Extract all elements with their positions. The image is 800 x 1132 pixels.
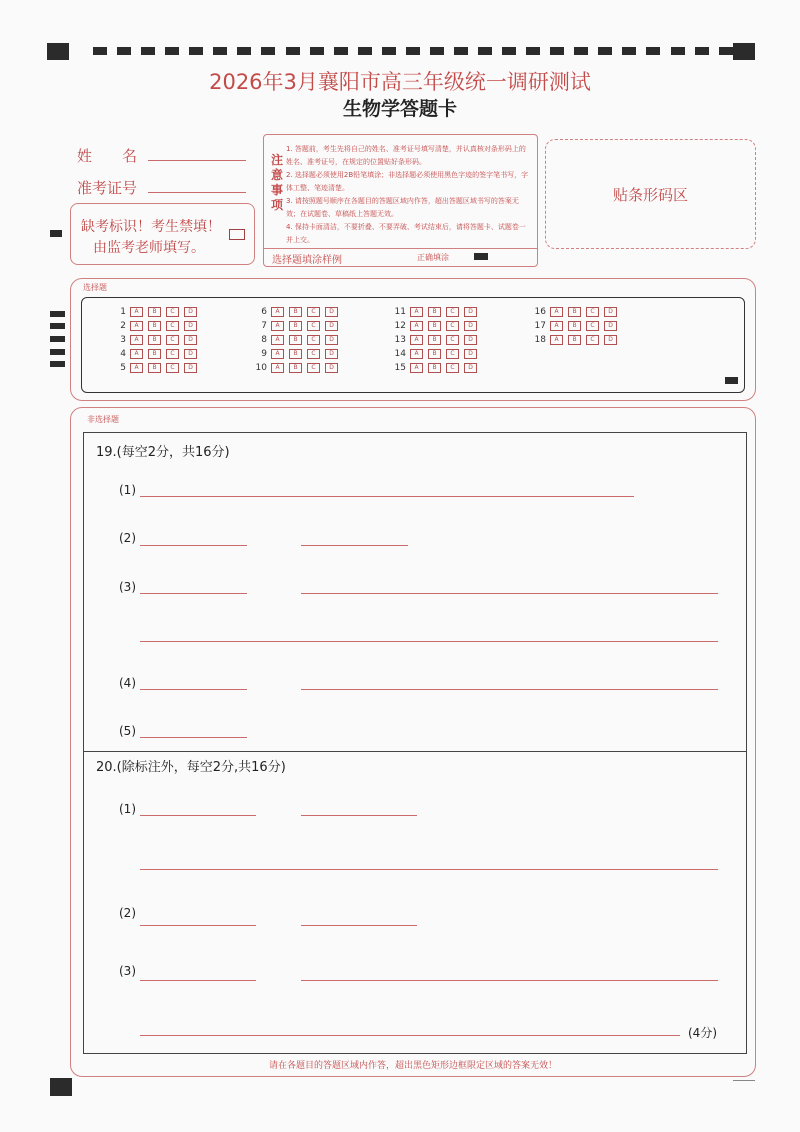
corner-mark-top-right <box>733 43 755 60</box>
choice-question-9 <box>251 349 343 359</box>
q20-part-2-answer-a[interactable] <box>140 925 256 926</box>
q19-part-1-label: (1) <box>119 483 136 497</box>
choice-bubble-a[interactable]: A <box>130 321 143 331</box>
q19-part-4-answer-b[interactable] <box>301 689 718 690</box>
choice-question-number: 7 <box>261 321 267 331</box>
choice-question-number: 6 <box>261 307 267 317</box>
q19-part-1-answer[interactable] <box>140 496 634 497</box>
timing-mark <box>671 47 685 55</box>
choice-question-number: 12 <box>394 321 406 331</box>
choice-question-12 <box>390 321 482 331</box>
choice-question-1 <box>110 307 202 317</box>
choice-question-number: 14 <box>394 349 406 359</box>
card-subtitle: 生物学答题卡 <box>342 98 457 120</box>
q20-extra-points: (4分) <box>688 1026 717 1040</box>
choice-question-15 <box>390 363 482 373</box>
choice-bubble-c[interactable]: C <box>166 335 179 345</box>
choice-bubble-b[interactable]: B <box>568 321 581 331</box>
nonchoice-section <box>70 407 756 1077</box>
timing-mark <box>358 47 372 55</box>
q19-part-3-answer-b[interactable] <box>301 593 718 594</box>
choice-section <box>70 278 756 401</box>
name-field[interactable] <box>148 160 246 161</box>
choice-bubble-b[interactable]: B <box>148 321 161 331</box>
q20-part-1-answer-b[interactable] <box>301 815 417 816</box>
timing-mark <box>454 47 468 55</box>
choice-bubble-b[interactable]: B <box>289 335 302 345</box>
choice-bubble-a[interactable]: A <box>271 321 284 331</box>
choice-bubble-a[interactable]: A <box>410 321 423 331</box>
notice-item-3: 3. 请按照题号顺序在各题目的答题区域内作答，超出答题区域书写的答案无效；在试题卷、草稿纸上答题无效。 <box>286 197 519 218</box>
choice-bubble-a[interactable]: A <box>271 335 284 345</box>
choice-bubble-b[interactable]: B <box>148 335 161 345</box>
q20-part-1-answer-a[interactable] <box>140 815 256 816</box>
choice-bubble-c[interactable]: C <box>586 307 599 317</box>
choice-question-number: 4 <box>120 349 126 359</box>
choice-bubble-c[interactable]: C <box>307 363 320 373</box>
notice-heading: 注意事项 <box>271 153 284 212</box>
choice-bubble-b[interactable]: B <box>289 307 302 317</box>
choice-bubble-c[interactable]: C <box>166 363 179 373</box>
example-label: 选择题填涂样例 <box>272 255 342 266</box>
timing-mark <box>310 47 324 55</box>
absent-mark-box <box>70 203 255 265</box>
nonchoice-footer: 请在各题目的答题区域内作答，超出黑色矩形边框限定区域的答案无效！ <box>268 1061 557 1071</box>
choice-bubble-a[interactable]: A <box>550 335 563 345</box>
timing-marks-top <box>93 47 733 56</box>
choice-bubble-a[interactable]: A <box>410 349 423 359</box>
notice-box <box>263 134 538 267</box>
timing-mark <box>117 47 131 55</box>
timing-mark <box>237 47 251 55</box>
choice-bubble-d[interactable]: D <box>464 349 477 359</box>
q19-part-2-answer-a[interactable] <box>140 545 247 546</box>
timing-mark <box>286 47 300 55</box>
side-mark-left <box>50 230 62 237</box>
choice-corner-mark <box>725 377 738 384</box>
timing-mark <box>526 47 540 55</box>
nonchoice-answer-frame <box>83 432 747 1054</box>
q20-part-3-label: (3) <box>119 964 136 978</box>
choice-bubble-a[interactable]: A <box>550 307 563 317</box>
choice-bubble-a[interactable]: A <box>271 307 284 317</box>
timing-mark <box>165 47 179 55</box>
choice-bubble-b[interactable]: B <box>289 321 302 331</box>
choice-bubble-d[interactable]: D <box>464 307 477 317</box>
choice-bubble-d[interactable]: D <box>604 321 617 331</box>
choice-bubble-c[interactable]: C <box>307 335 320 345</box>
q19-part-3-answer-c[interactable] <box>140 641 718 642</box>
choice-question-13 <box>390 335 482 345</box>
choice-question-number: 18 <box>534 335 546 345</box>
choice-question-17 <box>530 321 622 331</box>
timing-mark <box>574 47 588 55</box>
timing-mark <box>93 47 107 55</box>
q19-part-3-label: (3) <box>119 580 136 594</box>
barcode-area <box>545 139 756 249</box>
absent-checkbox[interactable] <box>229 229 245 240</box>
choice-question-8 <box>251 335 343 345</box>
choice-bubble-b[interactable]: B <box>428 307 441 317</box>
choice-bubble-c[interactable]: C <box>446 335 459 345</box>
choice-bubble-a[interactable]: A <box>550 321 563 331</box>
timing-mark <box>622 47 636 55</box>
timing-mark <box>141 47 155 55</box>
choice-bubble-a[interactable]: A <box>271 363 284 373</box>
choice-question-number: 8 <box>261 335 267 345</box>
choice-question-number: 17 <box>534 321 546 331</box>
name-label: 姓 名 <box>77 147 138 165</box>
corner-mark-bottom-left <box>50 1078 72 1096</box>
exam-title: 2026年3月襄阳市高三年级统一调研测试 <box>209 70 591 94</box>
choice-bubble-b[interactable]: B <box>428 321 441 331</box>
q20-heading: 20.(除标注外，每空2分,共16分) <box>96 760 286 775</box>
q20-part-3-answer-a[interactable] <box>140 980 256 981</box>
choice-bubble-b[interactable]: B <box>289 349 302 359</box>
choice-bubble-d[interactable]: D <box>604 307 617 317</box>
choice-bubble-b[interactable]: B <box>428 349 441 359</box>
exam-id-field[interactable] <box>148 192 246 193</box>
choice-bubble-c[interactable]: C <box>446 321 459 331</box>
choice-bubble-b[interactable]: B <box>568 307 581 317</box>
choice-question-10 <box>251 363 343 373</box>
choice-bubble-c[interactable]: C <box>166 321 179 331</box>
notice-item-2: 2. 选择题必须使用2B铅笔填涂；非选择题必须使用黑色字迹的签字笔书写，字体工整、笔迹清楚。 <box>286 171 529 192</box>
choice-question-number: 13 <box>394 335 406 345</box>
choice-bubble-a[interactable]: A <box>130 363 143 373</box>
choice-question-number: 15 <box>394 363 406 373</box>
choice-bubble-c[interactable]: C <box>166 349 179 359</box>
choice-bubble-d[interactable]: D <box>325 335 338 345</box>
choice-question-number: 2 <box>120 321 126 331</box>
choice-bubble-d[interactable]: D <box>604 335 617 345</box>
q19-part-5-answer[interactable] <box>140 737 247 738</box>
choice-bubble-d[interactable]: D <box>325 349 338 359</box>
choice-bubble-b[interactable]: B <box>289 363 302 373</box>
choice-bubble-d[interactable]: D <box>184 349 197 359</box>
choice-bubble-c[interactable]: C <box>307 307 320 317</box>
choice-question-number: 11 <box>394 307 406 317</box>
choice-bubble-b[interactable]: B <box>428 363 441 373</box>
choice-bubble-b[interactable]: B <box>568 335 581 345</box>
q19-part-4-label: (4) <box>119 676 136 690</box>
notice-items <box>286 143 531 247</box>
choice-question-3 <box>110 335 202 345</box>
choice-bubble-d[interactable]: D <box>184 321 197 331</box>
choice-bubble-a[interactable]: A <box>271 349 284 359</box>
q20-part-2-label: (2) <box>119 906 136 920</box>
choice-question-5 <box>110 363 202 373</box>
choice-bubble-d[interactable]: D <box>464 363 477 373</box>
choice-section-title: 选择题 <box>83 283 107 292</box>
choice-question-7 <box>251 321 343 331</box>
choice-question-11 <box>390 307 482 317</box>
choice-bubble-c[interactable]: C <box>586 335 599 345</box>
nonchoice-title: 非选择题 <box>87 415 119 424</box>
choice-bubble-a[interactable]: A <box>130 335 143 345</box>
choice-bubble-d[interactable]: D <box>184 363 197 373</box>
choice-question-14 <box>390 349 482 359</box>
choice-question-number: 3 <box>120 335 126 345</box>
timing-mark <box>261 47 275 55</box>
timing-mark <box>334 47 348 55</box>
choice-question-number: 5 <box>120 363 126 373</box>
choice-bubble-c[interactable]: C <box>166 307 179 317</box>
q19-part-4-answer-a[interactable] <box>140 689 247 690</box>
q20-part-1-label: (1) <box>119 802 136 816</box>
timing-mark <box>189 47 203 55</box>
q20-part-3-answer-b[interactable] <box>301 980 718 981</box>
choice-bubble-c[interactable]: C <box>307 321 320 331</box>
absent-line-2: 由监考老师填写。 <box>93 240 205 256</box>
choice-bubble-c[interactable]: C <box>307 349 320 359</box>
timing-mark <box>719 47 733 55</box>
choice-bubble-d[interactable]: D <box>325 307 338 317</box>
choice-bubble-d[interactable]: D <box>325 321 338 331</box>
choice-bubble-d[interactable]: D <box>464 335 477 345</box>
q20-part-2-answer-b[interactable] <box>301 925 417 926</box>
choice-bubble-b[interactable]: B <box>148 307 161 317</box>
choice-question-4 <box>110 349 202 359</box>
timing-mark <box>430 47 444 55</box>
correct-label: 正确填涂 <box>417 253 449 262</box>
choice-bubble-d[interactable]: D <box>325 363 338 373</box>
notice-item-1: 1. 答题前，考生先将自己的姓名、准考证号填写清楚，并认真核对条形码上的姓名、准考证号，在规定的位置贴好条形码。 <box>286 145 526 166</box>
timing-mark <box>646 47 660 55</box>
choice-bubble-b[interactable]: B <box>148 363 161 373</box>
timing-mark <box>502 47 516 55</box>
choice-bubble-c[interactable]: C <box>446 307 459 317</box>
q19-part-2-answer-b[interactable] <box>301 545 408 546</box>
timing-mark <box>213 47 227 55</box>
choice-bubble-c[interactable]: C <box>446 349 459 359</box>
choice-bubble-a[interactable]: A <box>130 307 143 317</box>
choice-question-2 <box>110 321 202 331</box>
q19-q20-divider <box>83 751 746 752</box>
choice-bubble-a[interactable]: A <box>410 335 423 345</box>
choice-question-number: 1 <box>120 307 126 317</box>
choice-bubble-a[interactable]: A <box>410 363 423 373</box>
choice-question-6 <box>251 307 343 317</box>
choice-question-number: 10 <box>255 363 267 373</box>
choice-bubble-a[interactable]: A <box>130 349 143 359</box>
timing-mark <box>406 47 420 55</box>
choice-bubble-d[interactable]: D <box>464 321 477 331</box>
choice-bubble-a[interactable]: A <box>410 307 423 317</box>
q20-part-1-answer-c[interactable] <box>140 869 718 870</box>
choice-grid <box>81 297 745 393</box>
timing-mark <box>478 47 492 55</box>
choice-bubble-b[interactable]: B <box>148 349 161 359</box>
choice-bubble-d[interactable]: D <box>184 307 197 317</box>
choice-bubble-d[interactable]: D <box>184 335 197 345</box>
timing-mark <box>695 47 709 55</box>
exam-id-label: 准考证号 <box>77 179 138 197</box>
barcode-label: 贴条形码区 <box>612 186 688 204</box>
correct-sample-mark <box>474 253 488 260</box>
choice-bubble-b[interactable]: B <box>428 335 441 345</box>
choice-bubble-c[interactable]: C <box>446 363 459 373</box>
notice-item-4: 4. 保持卡面清洁，不要折叠、不要弄破、考试结束后，请将答题卡、试题卷一并上交。 <box>286 223 526 244</box>
choice-question-18 <box>530 335 622 345</box>
absent-line-1: 缺考标识！考生禁填！ <box>81 219 221 235</box>
q19-part-3-answer-a[interactable] <box>140 593 247 594</box>
timing-mark <box>550 47 564 55</box>
choice-question-number: 16 <box>534 307 546 317</box>
choice-question-number: 9 <box>261 349 267 359</box>
timing-mark <box>598 47 612 55</box>
q19-part-2-label: (2) <box>119 531 136 545</box>
q20-part-3-answer-c[interactable] <box>140 1035 680 1036</box>
q19-heading: 19.(每空2分，共16分) <box>96 445 230 460</box>
q19-part-5-label: (5) <box>119 724 136 738</box>
corner-mark-top-left <box>47 43 69 60</box>
choice-question-16 <box>530 307 622 317</box>
bottom-right-line <box>733 1080 755 1081</box>
choice-bubble-c[interactable]: C <box>586 321 599 331</box>
timing-mark <box>382 47 396 55</box>
